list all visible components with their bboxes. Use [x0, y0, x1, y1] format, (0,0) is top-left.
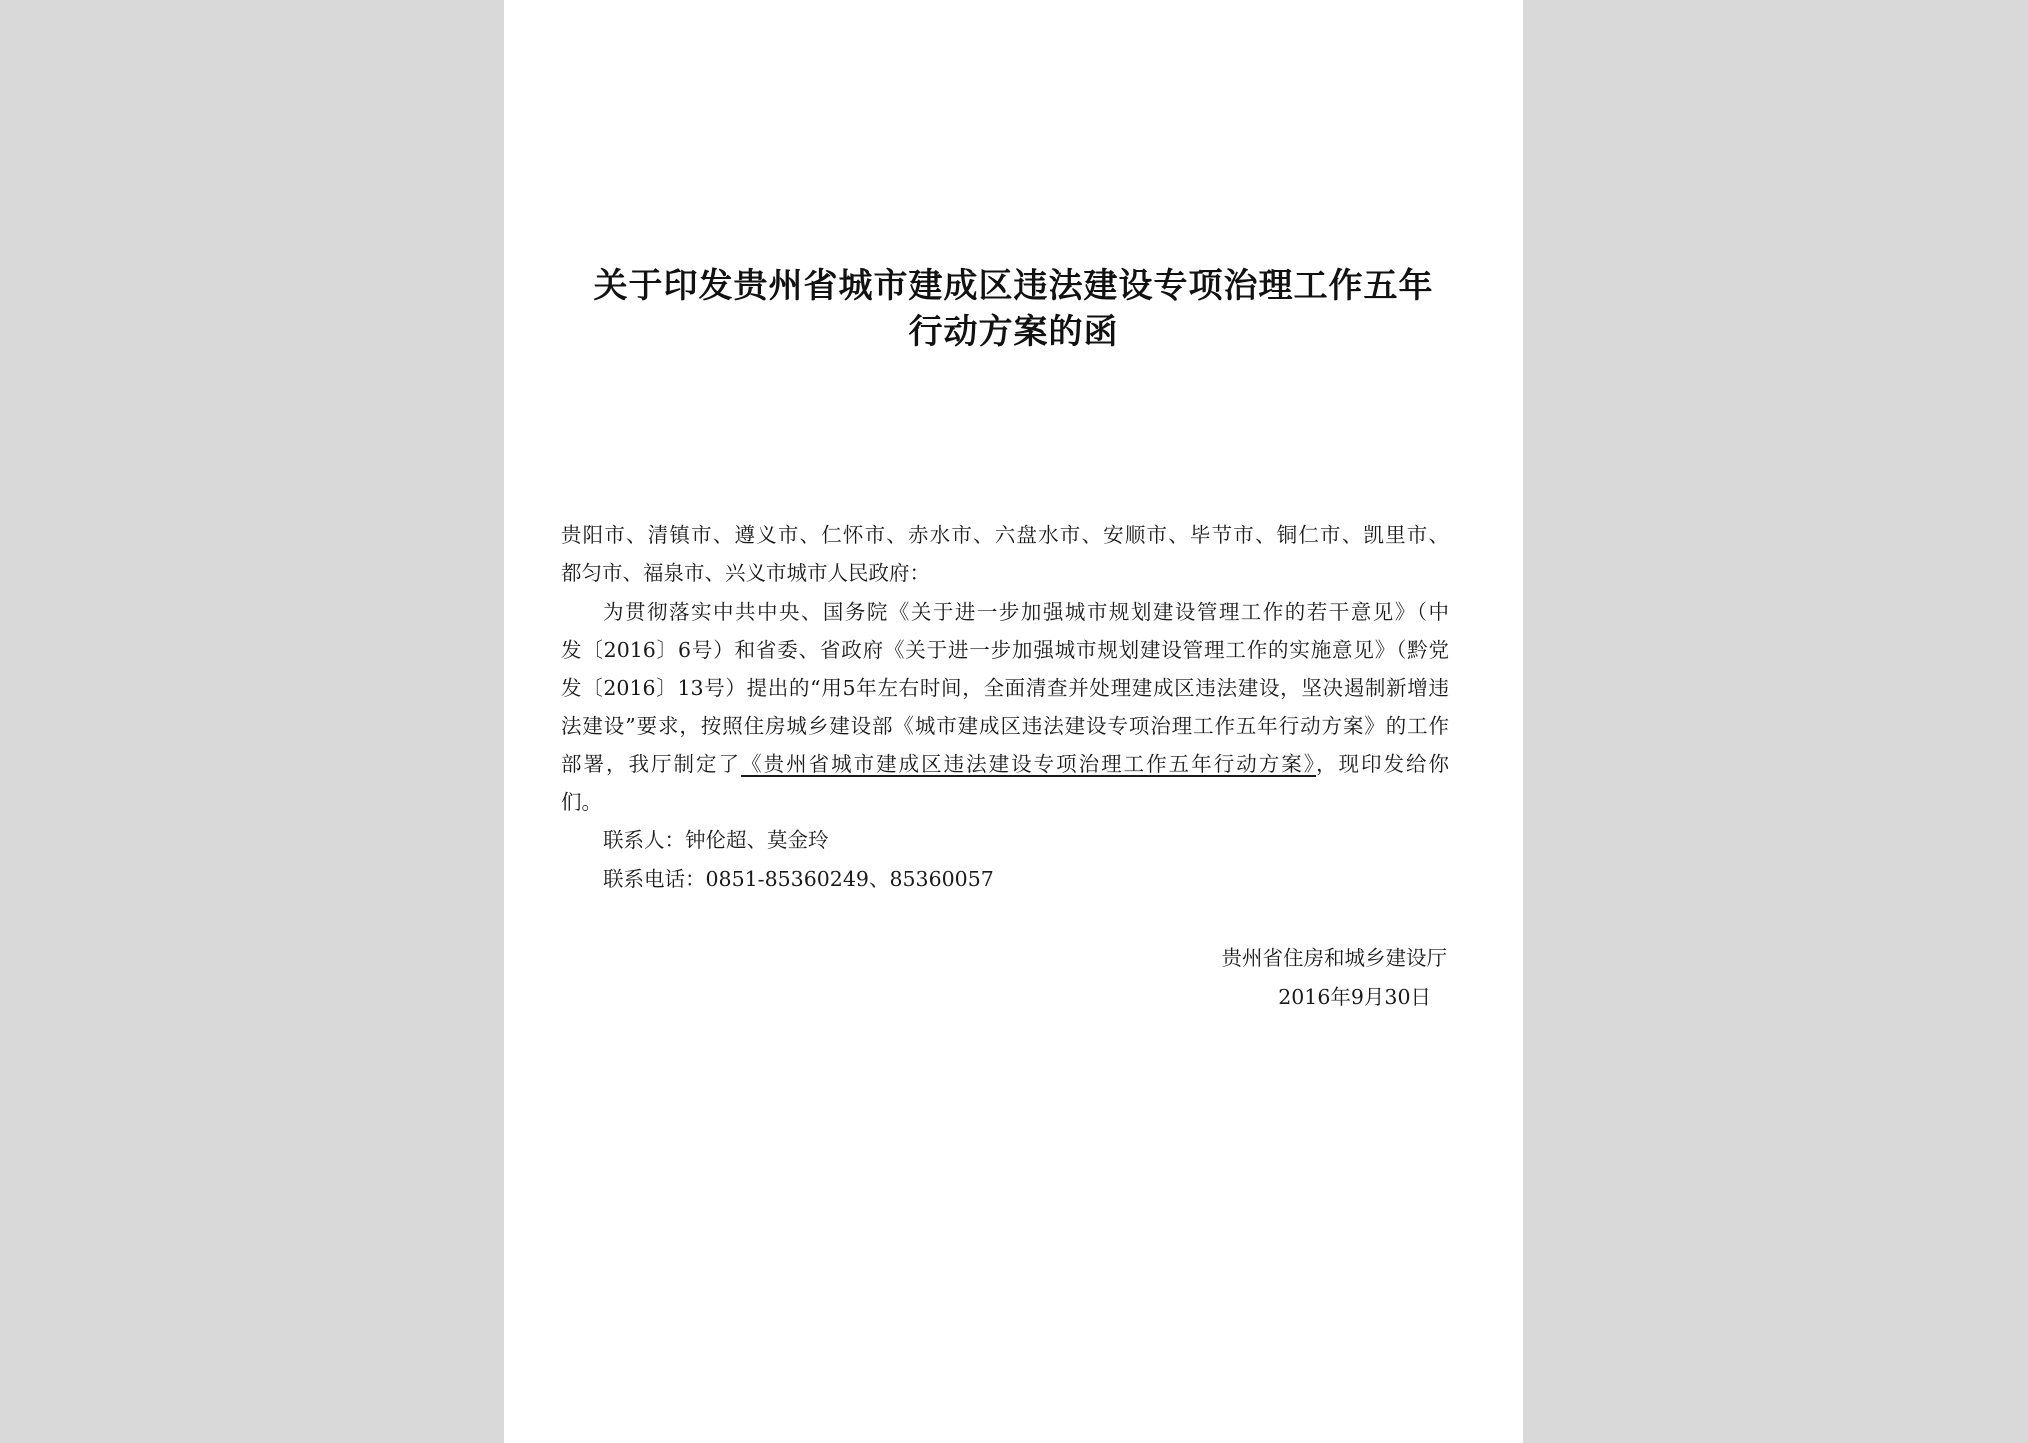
- body-line-5: [561, 749, 1449, 779]
- signature-date: 2016年9月30日: [1278, 985, 1431, 1009]
- body-line-5-prefix: 部署，我厅制定了: [561, 752, 742, 776]
- body-line-1: 为贯彻落实中共中央、国务院《关于进一步加强城市规划建设管理工作的若干意见》（中: [603, 600, 1449, 624]
- body-line-5-suffix: ，现印发给你: [1315, 752, 1450, 776]
- contact-person: 联系人：钟伦超、莫金玲: [603, 828, 829, 852]
- document-page: [504, 0, 1523, 1443]
- body-line-3: 发〔2016〕13号）提出的“用5年左右时间，全面清查并处理建成区违法建设，坚决遏制新增违: [561, 676, 1449, 700]
- body-line-2: 发〔2016〕6号）和省委、省政府《关于进一步加强城市规划建设管理工作的实施意见》（黔党: [561, 638, 1449, 662]
- addressee-line-1: 贵阳市、清镇市、遵义市、仁怀市、赤水市、六盘水市、安顺市、毕节市、铜仁市、凯里市、: [561, 523, 1449, 547]
- body-line-6: 们。: [561, 790, 602, 814]
- document-title-line-1: 关于印发贵州省城市建成区违法建设专项治理工作五年: [593, 266, 1434, 306]
- document-title-line-2: 行动方案的函: [908, 312, 1119, 352]
- contact-phone: 联系电话：0851-85360249、85360057: [603, 867, 994, 891]
- body-line-4: 法建设”要求，按照住房城乡建设部《城市建成区违法建设专项治理工作五年行动方案》的工作: [561, 714, 1449, 738]
- action-plan-link[interactable]: 《贵州省城市建成区违法建设专项治理工作五年行动方案》: [741, 752, 1316, 776]
- signature-org: 贵州省住房和城乡建设厅: [1221, 946, 1447, 970]
- addressee-line-2: 都匀市、福泉市、兴义市城市人民政府：: [561, 561, 930, 585]
